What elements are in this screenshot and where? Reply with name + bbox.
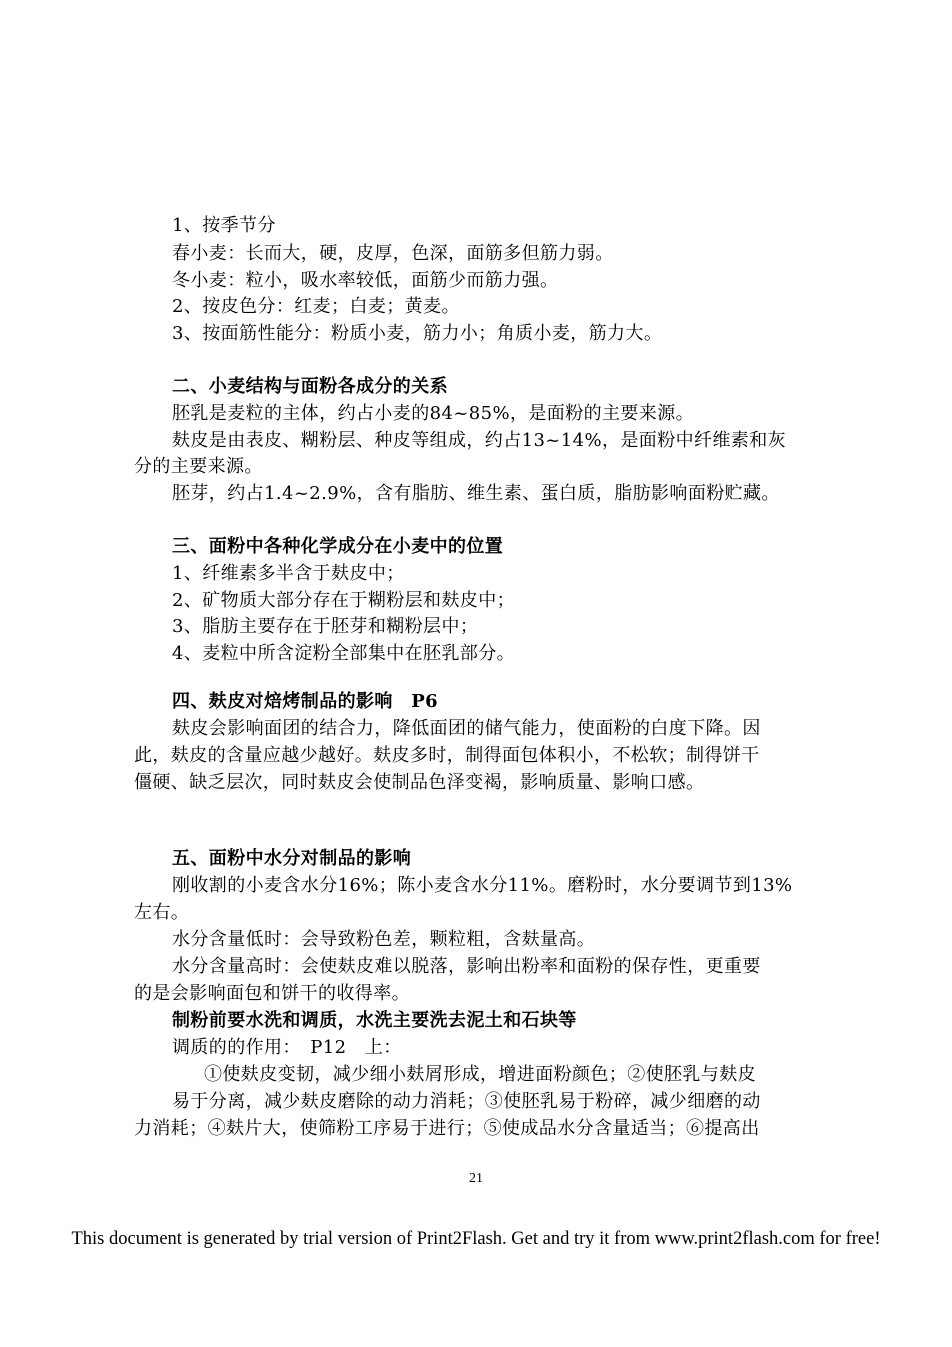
text-line: 左右。: [134, 902, 190, 923]
text-line: 2、按皮色分：红麦；白麦；黄麦。: [172, 296, 460, 317]
section-heading: 五、面粉中水分对制品的影响: [172, 848, 412, 869]
text-line: 春小麦：长而大，硬，皮厚，色深，面筋多但筋力弱。: [172, 243, 614, 264]
text-line: ①使麸皮变韧，减少细小麸屑形成，增进面粉颜色；②使胚乳与麸皮: [204, 1064, 756, 1085]
text-line: 3、按面筋性能分：粉质小麦，筋力小；角质小麦，筋力大。: [172, 323, 663, 344]
text-line: 的是会影响面包和饼干的收得率。: [134, 983, 410, 1004]
text-line: 分的主要来源。: [134, 456, 263, 477]
text-line: 胚芽，约占1.4~2.9%，含有脂肪、维生素、蛋白质，脂肪影响面粉贮藏。: [172, 483, 780, 504]
text-line: 胚乳是麦粒的主体，约占小麦的84~85%，是面粉的主要来源。: [172, 403, 694, 424]
text-line: 水分含量高时：会使麸皮难以脱落，影响出粉率和面粉的保存性，更重要: [172, 956, 761, 977]
text-line: 易于分离，减少麸皮磨除的动力消耗；③使胚乳易于粉碎，减少细磨的动: [172, 1091, 761, 1112]
text-line: 1、按季节分: [172, 215, 276, 236]
text-line: 水分含量低时：会导致粉色差，颗粒粗，含麸量高。: [172, 929, 596, 950]
text-line: 冬小麦：粒小，吸水率较低，面筋少而筋力强。: [172, 270, 559, 291]
section-heading: 二、小麦结构与面粉各成分的关系: [172, 376, 448, 397]
text-line: 麸皮是由表皮、糊粉层、种皮等组成，约占13~14%，是面粉中纤维素和灰: [172, 430, 786, 451]
text-line: 麸皮会影响面团的结合力，降低面团的储气能力，使面粉的白度下降。因: [172, 718, 761, 739]
text-line: 力消耗；④麸片大，使筛粉工序易于进行；⑤使成品水分含量适当；⑥提高出: [134, 1118, 760, 1139]
page-number: 21: [469, 1171, 483, 1186]
section-heading: 四、麸皮对焙烤制品的影响 P6: [172, 691, 439, 712]
text-line: 刚收割的小麦含水分16%；陈小麦含水分11%。磨粉时，水分要调节到13%: [172, 875, 793, 896]
text-line: 1、纤维素多半含于麸皮中；: [172, 563, 405, 584]
text-line: 3、脂肪主要存在于胚芽和糊粉层中；: [172, 616, 479, 637]
trial-footer: This document is generated by trial version of Print2Flash. Get and try it from www.print2flash.com for free!: [71, 1229, 881, 1249]
text-line: 制粉前要水洗和调质，水洗主要洗去泥土和石块等: [172, 1010, 577, 1031]
text-line: 4、麦粒中所含淀粉全部集中在胚乳部分。: [172, 643, 516, 664]
text-line: 僵硬、缺乏层次，同时麸皮会使制品色泽变褐，影响质量、影响口感。: [134, 772, 705, 793]
section-heading: 三、面粉中各种化学成分在小麦中的位置: [172, 536, 504, 557]
text-line: 2、矿物质大部分存在于糊粉层和麸皮中；: [172, 590, 516, 611]
text-line: 此，麸皮的含量应越少越好。麸皮多时，制得面包体积小，不松软；制得饼干: [134, 745, 760, 766]
text-line: 调质的的作用： P12 上：: [172, 1037, 402, 1058]
